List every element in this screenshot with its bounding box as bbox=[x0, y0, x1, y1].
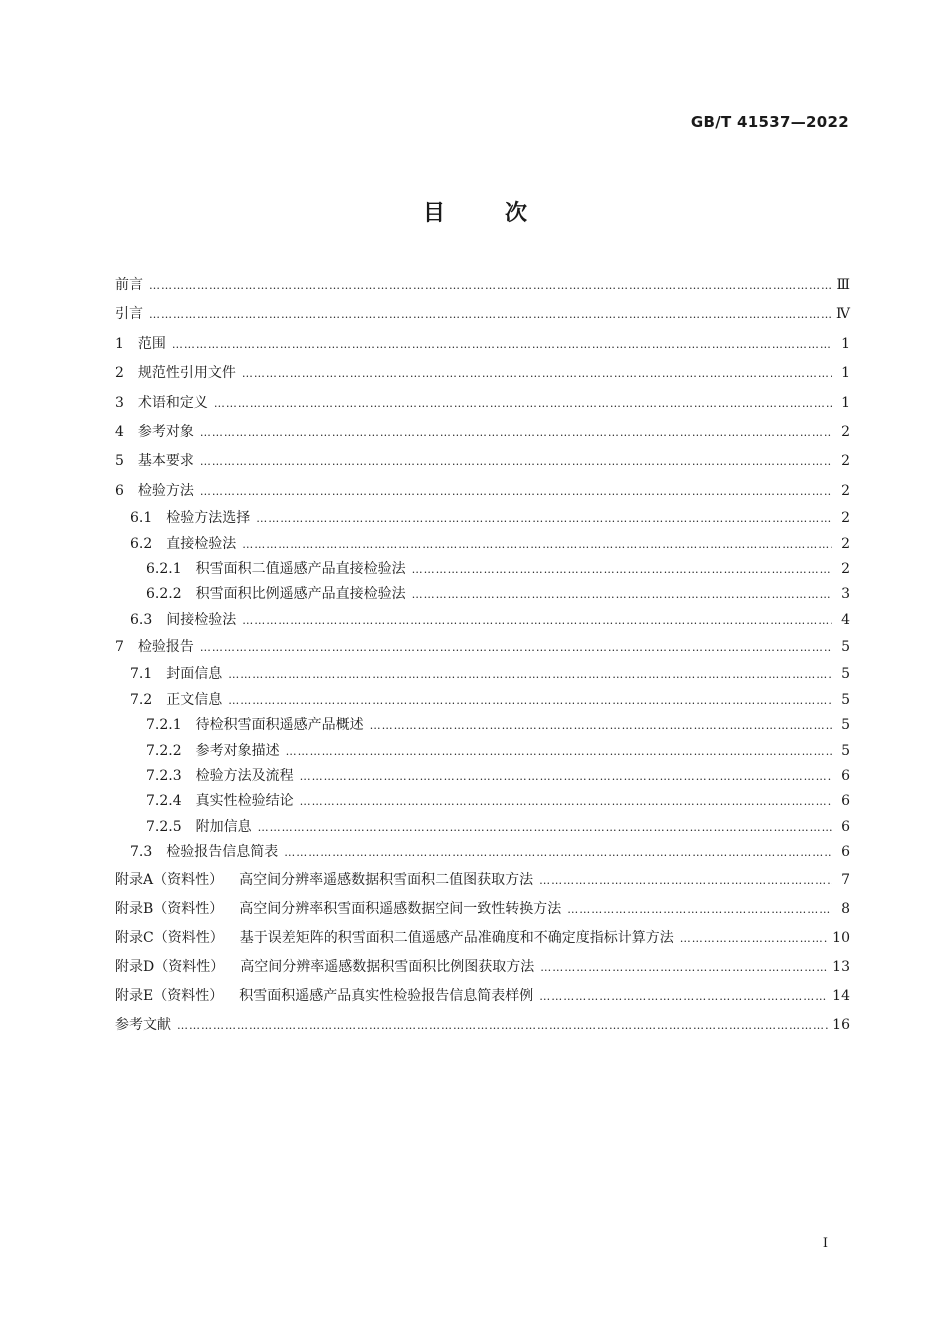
toc-entry-title bbox=[115, 953, 540, 982]
dot-leader bbox=[214, 389, 832, 418]
toc-entry-number: 7.3 bbox=[130, 844, 153, 861]
dot-leader bbox=[242, 608, 832, 633]
toc-entry[interactable] bbox=[115, 895, 850, 924]
toc-entry-title bbox=[130, 532, 242, 557]
dot-leader bbox=[540, 953, 828, 982]
toc-entry-title bbox=[115, 389, 214, 418]
toc-entry-number: 附录A（资料性） bbox=[115, 871, 224, 888]
toc-entry-page: 5 bbox=[841, 691, 850, 708]
dot-leader bbox=[200, 418, 832, 447]
dot-leader bbox=[284, 840, 832, 865]
toc-entry-page: 4 bbox=[841, 611, 850, 628]
toc-entry-label: 基于误差矩阵的积雪面积二值遥感产品准确度和不确定度指标计算方法 bbox=[239, 929, 674, 946]
dot-leader bbox=[258, 815, 832, 840]
toc-entry-title bbox=[146, 557, 412, 582]
standard-code: GB/T 41537—2022 bbox=[690, 113, 849, 131]
toc-entry-label: 积雪面积二值遥感产品直接检验法 bbox=[195, 560, 406, 577]
toc-entry[interactable] bbox=[115, 608, 850, 633]
toc-entry-title bbox=[115, 982, 539, 1011]
toc-entry-title bbox=[130, 662, 228, 687]
dot-leader bbox=[228, 688, 832, 713]
toc-entry[interactable] bbox=[115, 300, 850, 329]
toc-entry[interactable] bbox=[115, 532, 850, 557]
toc-entry[interactable] bbox=[115, 789, 850, 814]
toc-entry-number: 7.2.2 bbox=[146, 742, 182, 759]
toc-entry-number: 3 bbox=[115, 394, 124, 411]
toc-entry-title bbox=[146, 582, 412, 607]
toc-entry-label: 参考对象 bbox=[137, 423, 194, 440]
toc-entry-number: 附录E（资料性） bbox=[115, 987, 224, 1004]
toc-entry-page: 8 bbox=[841, 900, 850, 917]
toc-entry-page: 2 bbox=[841, 423, 850, 440]
toc-entry-label: 范围 bbox=[137, 335, 166, 352]
toc-entry-page: 5 bbox=[841, 742, 850, 759]
toc-entry-page: 5 bbox=[841, 639, 850, 656]
dot-leader bbox=[680, 924, 828, 953]
table-of-contents bbox=[115, 271, 850, 1040]
toc-entry-page: 5 bbox=[841, 666, 850, 683]
toc-entry[interactable] bbox=[115, 688, 850, 713]
toc-entry-title bbox=[146, 815, 258, 840]
toc-entry-number: 6.1 bbox=[130, 510, 153, 527]
toc-entry-page: 6 bbox=[841, 768, 850, 785]
toc-entry[interactable] bbox=[115, 477, 850, 506]
toc-entry-number: 6.2.1 bbox=[146, 560, 182, 577]
toc-entry[interactable] bbox=[115, 713, 850, 738]
toc-entry-label: 间接检验法 bbox=[166, 611, 237, 628]
toc-entry-title bbox=[115, 866, 539, 895]
toc-entry-page: 10 bbox=[832, 929, 850, 946]
toc-entry-label: 正文信息 bbox=[166, 691, 223, 708]
toc-entry-number: 6.2 bbox=[130, 535, 153, 552]
dot-leader bbox=[200, 633, 832, 662]
toc-entry-number: 4 bbox=[115, 423, 124, 440]
toc-entry-label: 直接检验法 bbox=[166, 535, 237, 552]
toc-entry-number: 2 bbox=[115, 365, 124, 382]
toc-entry-label: 高空间分辨率遥感数据积雪面积二值图获取方法 bbox=[239, 871, 534, 888]
dot-leader bbox=[370, 713, 832, 738]
toc-entry[interactable] bbox=[115, 764, 850, 789]
toc-entry-label: 引言 bbox=[115, 306, 143, 323]
dot-leader bbox=[172, 330, 832, 359]
toc-entry-label: 参考对象描述 bbox=[195, 742, 280, 759]
toc-entry-title bbox=[115, 447, 200, 476]
toc-entry[interactable] bbox=[115, 557, 850, 582]
toc-entry-page: 6 bbox=[841, 844, 850, 861]
toc-entry-title bbox=[146, 739, 286, 764]
toc-entry-label: 积雪面积比例遥感产品直接检验法 bbox=[195, 586, 406, 603]
toc-entry-page: 1 bbox=[841, 335, 850, 352]
toc-entry-number: 附录B（资料性） bbox=[115, 900, 224, 917]
page-number: I bbox=[822, 1236, 828, 1251]
toc-entry-title bbox=[115, 330, 172, 359]
dot-leader bbox=[412, 582, 832, 607]
dot-leader bbox=[149, 271, 832, 300]
toc-entry[interactable] bbox=[115, 924, 850, 953]
toc-entry-number: 7.1 bbox=[130, 666, 153, 683]
toc-entry-page: 2 bbox=[841, 560, 850, 577]
toc-entry-title bbox=[130, 840, 284, 865]
toc-entry[interactable] bbox=[115, 982, 850, 1011]
toc-entry-page: 14 bbox=[832, 987, 850, 1004]
toc-entry-number: 7.2.4 bbox=[146, 793, 182, 810]
toc-entry[interactable] bbox=[115, 1011, 850, 1040]
toc-entry-label: 高空间分辨率积雪面积遥感数据空间一致性转换方法 bbox=[239, 900, 562, 917]
toc-entry-page: 7 bbox=[841, 871, 850, 888]
toc-entry[interactable] bbox=[115, 330, 850, 359]
toc-entry-title bbox=[115, 895, 567, 924]
toc-entry[interactable] bbox=[115, 271, 850, 300]
dot-leader bbox=[286, 739, 832, 764]
toc-entry-page: 13 bbox=[832, 958, 850, 975]
toc-entry-page: 2 bbox=[841, 482, 850, 499]
toc-entry-title bbox=[115, 633, 200, 662]
toc-entry-label: 前言 bbox=[115, 277, 143, 293]
toc-entry-page: 2 bbox=[841, 535, 850, 552]
toc-entry-title bbox=[115, 1011, 177, 1040]
toc-entry-page: Ⅳ bbox=[836, 306, 850, 323]
toc-entry-title bbox=[115, 924, 680, 953]
toc-entry[interactable] bbox=[115, 866, 850, 895]
toc-entry-page: 2 bbox=[841, 453, 850, 470]
toc-entry-number: 7.2 bbox=[130, 691, 153, 708]
toc-entry-title bbox=[146, 789, 300, 814]
toc-entry-title bbox=[130, 608, 242, 633]
toc-entry-number: 附录D（资料性） bbox=[115, 958, 225, 975]
toc-entry-title bbox=[146, 764, 300, 789]
toc-entry-page: 16 bbox=[832, 1016, 850, 1033]
toc-entry[interactable] bbox=[115, 418, 850, 447]
toc-entry-page: Ⅲ bbox=[836, 277, 850, 293]
dot-leader bbox=[256, 506, 832, 531]
dot-leader bbox=[300, 764, 832, 789]
toc-entry-number: 5 bbox=[115, 453, 124, 470]
toc-entry[interactable] bbox=[115, 662, 850, 687]
toc-entry-title bbox=[115, 300, 149, 329]
toc-entry-label: 检验报告 bbox=[137, 639, 194, 656]
toc-entry[interactable] bbox=[115, 815, 850, 840]
toc-entry[interactable] bbox=[115, 582, 850, 607]
toc-entry-page: 6 bbox=[841, 818, 850, 835]
dot-leader bbox=[200, 447, 832, 476]
toc-entry[interactable] bbox=[115, 840, 850, 865]
toc-entry-number: 7 bbox=[115, 639, 124, 656]
toc-entry-title bbox=[115, 271, 149, 300]
toc-entry-label: 真实性检验结论 bbox=[195, 793, 294, 810]
dot-leader bbox=[567, 895, 832, 924]
toc-entry-label: 规范性引用文件 bbox=[137, 365, 236, 382]
toc-entry-page: 2 bbox=[841, 510, 850, 527]
toc-entry-title bbox=[115, 359, 242, 388]
toc-entry-label: 术语和定义 bbox=[137, 394, 208, 411]
toc-entry-number: 附录C（资料性） bbox=[115, 929, 224, 946]
toc-entry-label: 检验方法选择 bbox=[166, 510, 251, 527]
toc-entry-page: 6 bbox=[841, 793, 850, 810]
toc-entry-label: 检验方法及流程 bbox=[195, 768, 294, 785]
toc-entry-label: 附加信息 bbox=[195, 818, 252, 835]
toc-entry-number: 7.2.3 bbox=[146, 768, 182, 785]
dot-leader bbox=[539, 866, 832, 895]
dot-leader bbox=[242, 532, 832, 557]
toc-entry-label: 封面信息 bbox=[166, 666, 223, 683]
toc-entry-label: 检验方法 bbox=[137, 482, 194, 499]
toc-entry-number: 6.2.2 bbox=[146, 586, 182, 603]
dot-leader bbox=[149, 300, 832, 329]
toc-entry[interactable] bbox=[115, 389, 850, 418]
toc-entry-label: 检验报告信息简表 bbox=[166, 844, 279, 861]
toc-entry-number: 7.2.5 bbox=[146, 818, 182, 835]
toc-entry-number: 1 bbox=[115, 335, 124, 352]
toc-entry[interactable] bbox=[115, 447, 850, 476]
toc-entry-page: 5 bbox=[841, 717, 850, 734]
dot-leader bbox=[242, 359, 832, 388]
toc-entry-number: 7.2.1 bbox=[146, 717, 182, 734]
toc-entry-page: 1 bbox=[841, 394, 850, 411]
toc-entry-title bbox=[130, 506, 256, 531]
toc-entry[interactable] bbox=[115, 506, 850, 531]
toc-entry-title bbox=[146, 713, 370, 738]
dot-leader bbox=[539, 982, 828, 1011]
dot-leader bbox=[412, 557, 832, 582]
toc-entry-page: 1 bbox=[841, 365, 850, 382]
toc-entry-label: 积雪面积遥感产品真实性检验报告信息简表样例 bbox=[239, 987, 534, 1004]
toc-entry-label: 待检积雪面积遥感产品概述 bbox=[195, 717, 364, 734]
dot-leader bbox=[200, 477, 832, 506]
toc-entry-title bbox=[115, 418, 200, 447]
toc-entry-label: 参考文献 bbox=[115, 1016, 171, 1033]
toc-entry-number: 6.3 bbox=[130, 611, 153, 628]
toc-entry-label: 基本要求 bbox=[137, 453, 194, 470]
toc-entry-title bbox=[130, 688, 228, 713]
dot-leader bbox=[300, 789, 832, 814]
page-title: 目次 bbox=[422, 201, 587, 226]
dot-leader bbox=[177, 1011, 828, 1040]
toc-entry-number: 6 bbox=[115, 482, 124, 499]
toc-entry[interactable] bbox=[115, 633, 850, 662]
toc-entry[interactable] bbox=[115, 359, 850, 388]
toc-entry-title bbox=[115, 477, 200, 506]
toc-entry[interactable] bbox=[115, 953, 850, 982]
toc-entry-page: 3 bbox=[841, 586, 850, 603]
dot-leader bbox=[228, 662, 832, 687]
toc-entry[interactable] bbox=[115, 739, 850, 764]
toc-entry-label: 高空间分辨率遥感数据积雪面积比例图获取方法 bbox=[240, 958, 535, 975]
